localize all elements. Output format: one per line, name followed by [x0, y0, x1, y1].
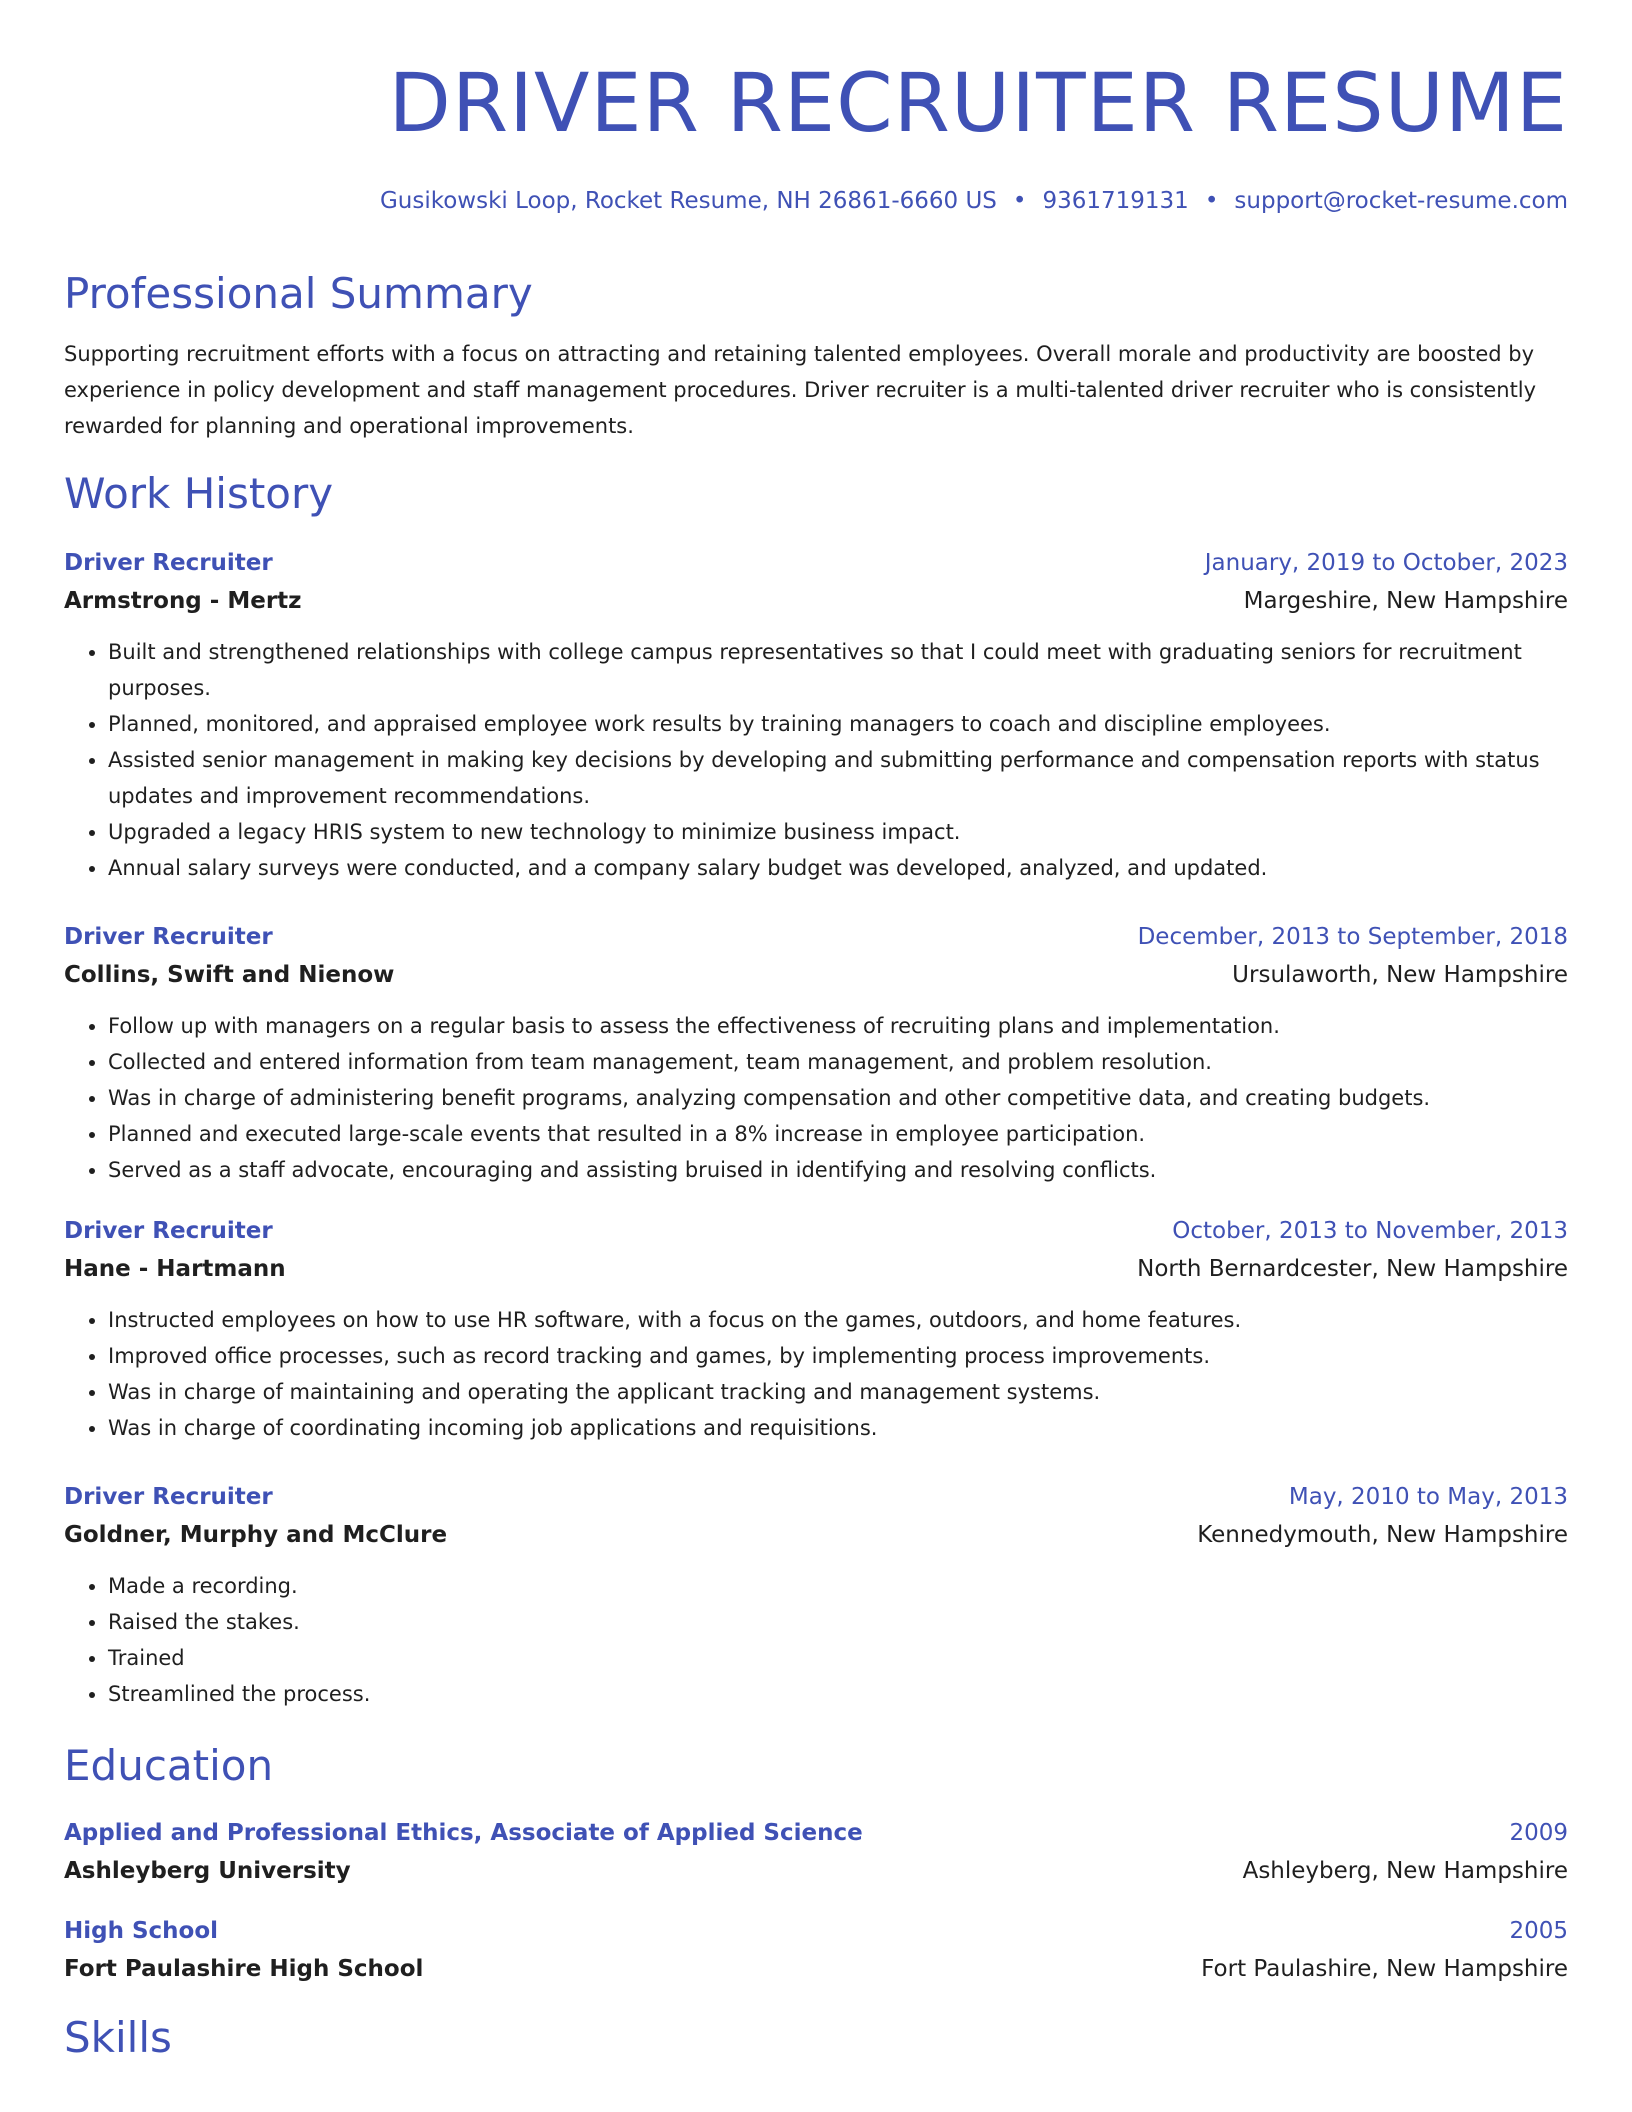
job-bullets — [64, 1302, 1568, 1446]
job-company: Collins, Swift and Nienow — [64, 962, 395, 988]
resume-title: DRIVER RECRUITER RESUME — [388, 57, 1568, 151]
education-degree: Applied and Professional Ethics, Associate of Applied Science — [64, 1820, 863, 1846]
education-school: Ashleyberg University — [64, 1858, 351, 1884]
job-company: Goldner, Murphy and McClure — [64, 1522, 448, 1548]
job-dates: October, 2013 to November, 2013 — [1172, 1218, 1568, 1244]
job-bullets — [64, 634, 1568, 886]
job-entry — [64, 544, 1568, 886]
job-role: Driver Recruiter — [64, 1218, 273, 1244]
job-bullet: • Annual salary surveys were conducted, and a company salary budget was developed, analyzed, and updated. — [108, 850, 1568, 886]
job-bullet: • Improved office processes, such as record tracking and games, by implementing process improvements. — [108, 1338, 1568, 1374]
job-location: Ursulaworth, New Hampshire — [1232, 962, 1568, 988]
job-entry — [64, 918, 1568, 1188]
job-bullet: • Upgraded a legacy HRIS system to new technology to minimize business impact. — [108, 814, 1568, 850]
job-bullet: • Made a recording. — [108, 1568, 1568, 1604]
resume-page — [64, 0, 1568, 2064]
job-bullet: • Streamlined the process. — [108, 1676, 1568, 1712]
summary-heading: Professional Summary — [64, 269, 533, 318]
job-role: Driver Recruiter — [64, 550, 273, 576]
job-company: Hane - Hartmann — [64, 1256, 286, 1282]
job-bullet: • Was in charge of administering benefit programs, analyzing compensation and other competitive data, and creating budgets. — [108, 1080, 1568, 1116]
contact-line — [64, 186, 1568, 216]
work-history-heading: Work History — [64, 469, 334, 518]
job-location: Margeshire, New Hampshire — [1243, 588, 1568, 614]
contact-email: support@rocket-resume.com — [1234, 188, 1568, 214]
job-company: Armstrong - Mertz — [64, 588, 302, 614]
job-role: Driver Recruiter — [64, 1484, 273, 1510]
job-dates: December, 2013 to September, 2018 — [1137, 924, 1568, 950]
education-entry — [64, 1814, 1568, 1890]
education-year: 2005 — [1509, 1918, 1568, 1944]
job-bullet: • Collected and entered information from team management, team management, and problem resolution. — [108, 1044, 1568, 1080]
job-location: Kennedymouth, New Hampshire — [1197, 1522, 1568, 1548]
education-location: Fort Paulashire, New Hampshire — [1201, 1956, 1568, 1982]
contact-address: Gusikowski Loop, Rocket Resume, NH 26861-6660 US — [379, 188, 997, 214]
job-bullet: • Planned, monitored, and appraised employee work results by training managers to coach and discipline employees. — [108, 706, 1568, 742]
summary-text: Supporting recruitment efforts with a focus on attracting and retaining talented employees. Overall morale and productivity are boosted by experience in policy development and staff management procedures. Driver recruiter is a multi-talented driver recruiter who is consistently rewarded for planning and operational improvements. — [64, 342, 1537, 438]
education-year: 2009 — [1509, 1820, 1568, 1846]
skills-heading: Skills — [64, 2013, 172, 2062]
education-location: Ashleyberg, New Hampshire — [1242, 1858, 1568, 1884]
education-heading: Education — [64, 1741, 274, 1790]
education-school: Fort Paulashire High School — [64, 1956, 424, 1982]
contact-phone: 9361719131 — [1042, 188, 1189, 214]
job-bullet: • Planned and executed large-scale events that resulted in a 8% increase in employee participation. — [108, 1116, 1568, 1152]
job-entry — [64, 1212, 1568, 1446]
job-bullet: • Raised the stakes. — [108, 1604, 1568, 1640]
job-location: North Bernardcester, New Hampshire — [1137, 1256, 1568, 1282]
job-bullet: • Follow up with managers on a regular basis to assess the effectiveness of recruiting plans and implementation. — [108, 1008, 1568, 1044]
job-bullet: • Was in charge of coordinating incoming job applications and requisitions. — [108, 1410, 1568, 1446]
job-bullet: • Was in charge of maintaining and operating the applicant tracking and management systems. — [108, 1374, 1568, 1410]
job-bullet: • Trained — [108, 1640, 1568, 1676]
education-degree: High School — [64, 1918, 219, 1944]
job-bullet: • Served as a staff advocate, encouraging and assisting bruised in identifying and resolving conflicts. — [108, 1152, 1568, 1188]
education-entry — [64, 1912, 1568, 1988]
job-bullet: • Assisted senior management in making key decisions by developing and submitting performance and compensation reports with status updates and improvement recommendations. — [108, 742, 1568, 814]
job-bullet: • Built and strengthened relationships with college campus representatives so that I could meet with graduating seniors for recruitment purposes. — [108, 634, 1568, 706]
job-bullets — [64, 1008, 1568, 1188]
job-bullet: • Instructed employees on how to use HR software, with a focus on the games, outdoors, and home features. — [108, 1302, 1568, 1338]
job-role: Driver Recruiter — [64, 924, 273, 950]
job-dates: January, 2019 to October, 2023 — [1204, 550, 1568, 576]
job-entry — [64, 1478, 1568, 1712]
contact-separator: • — [1012, 188, 1027, 214]
job-bullets — [64, 1568, 1568, 1712]
job-dates: May, 2010 to May, 2013 — [1288, 1484, 1568, 1510]
contact-separator: • — [1204, 188, 1219, 214]
